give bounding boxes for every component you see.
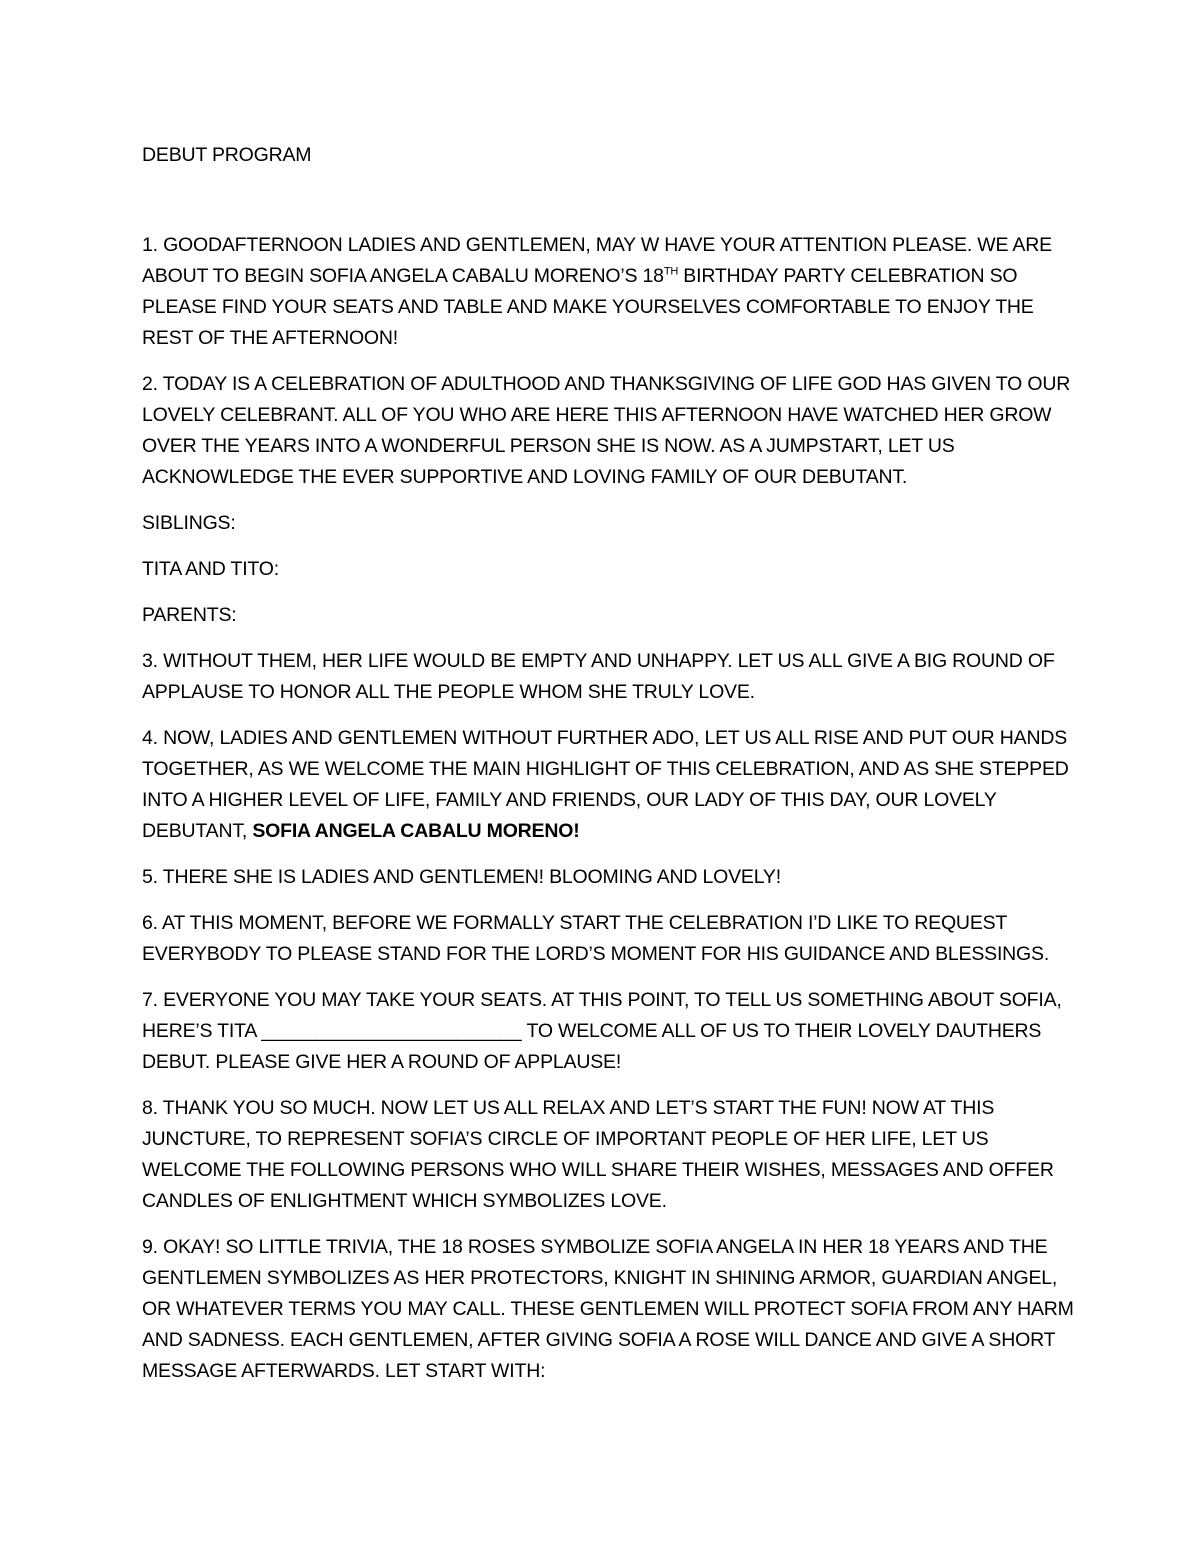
debutant-name: SOFIA ANGELA CABALU MORENO! <box>252 820 580 842</box>
paragraph-1-text-a: 1. GOODAFTERNOON LADIES AND GENTLEMEN, MAY W HAVE YOUR ATTENTION PLEASE. WE ARE ABOUT TO BEGIN SOFIA ANGELA CABALU MORENO’S 18 <box>142 234 1052 287</box>
paragraph-7 <box>142 985 1077 1078</box>
ordinal-superscript: TH <box>663 265 679 278</box>
document-title: DEBUT PROGRAM <box>142 144 312 166</box>
paragraph-3: 3. WITHOUT THEM, HER LIFE WOULD BE EMPTY AND UNHAPPY. LET US ALL GIVE A BIG ROUND OF APPLAUSE TO HONOR ALL THE PEOPLE WHOM SHE TRULY LOVE. <box>142 650 1055 703</box>
paragraph-7-text-b: TO WELCOME ALL OF US TO THEIR LOVELY DAUTHERS DEBUT. PLEASE GIVE HER A ROUND OF APPLAUSE! <box>142 1020 1042 1073</box>
paragraph-6: 6. AT THIS MOMENT, BEFORE WE FORMALLY START THE CELEBRATION I’D LIKE TO REQUEST EVERYBODY TO PLEASE STAND FOR THE LORD’S MOMENT FOR HIS GUIDANCE AND BLESSINGS. <box>142 912 1050 965</box>
paragraph-4 <box>142 723 1077 847</box>
paragraph-8: 8. THANK YOU SO MUCH. NOW LET US ALL RELAX AND LET’S START THE FUN! NOW AT THIS JUNCTURE, TO REPRESENT SOFIA’S CIRCLE OF IMPORTANT PEOPLE OF HER LIFE, LET US WELCOME THE FOLLOWING PERSONS WHO WILL SHARE THEIR WISHES, MESSAGES AND OFFER CANDLES OF ENLIGHTMENT WHICH SYMBOLIZES LOVE. <box>142 1097 1054 1212</box>
paragraph-9: 9. OKAY! SO LITTLE TRIVIA, THE 18 ROSES SYMBOLIZE SOFIA ANGELA IN HER 18 YEARS AND THE GENTLEMEN SYMBOLIZES AS HER PROTECTORS, KNIGHT IN SHINING ARMOR, GUARDIAN ANGEL, OR WHATEVER TERMS YOU MAY CALL. THESE GENTLEMEN WILL PROTECT SOFIA FROM ANY HARM AND SADNESS. EACH GENTLEMEN, AFTER GIVING SOFIA A ROSE WILL DANCE AND GIVE A SHORT MESSAGE AFTERWARDS. LET START WITH: <box>142 1236 1074 1382</box>
tita-tito-label: TITA AND TITO: <box>142 558 279 580</box>
paragraph-1-text-b: BIRTHDAY PARTY CELEBRATION SO PLEASE FIND YOUR SEATS AND TABLE AND MAKE YOURSELVES COMFORTABLE TO ENJOY THE REST OF THE AFTERNOON! <box>142 265 1034 349</box>
paragraph-5: 5. THERE SHE IS LADIES AND GENTLEMEN! BLOOMING AND LOVELY! <box>142 866 781 888</box>
paragraph-7-text-a: 7. EVERYONE YOU MAY TAKE YOUR SEATS. AT THIS POINT, TO TELL US SOMETHING ABOUT SOFIA, HERE’S TITA <box>142 989 1062 1042</box>
parents-label: PARENTS: <box>142 604 237 626</box>
siblings-label: SIBLINGS: <box>142 512 236 534</box>
document-page <box>142 140 1077 1402</box>
paragraph-1 <box>142 230 1077 354</box>
paragraph-2: 2. TODAY IS A CELEBRATION OF ADULTHOOD AND THANKSGIVING OF LIFE GOD HAS GIVEN TO OUR LOVELY CELEBRANT. ALL OF YOU WHO ARE HERE THIS AFTERNOON HAVE WATCHED HER GROW OVER THE YEARS INTO A WONDERFUL PERSON SHE IS NOW. AS A JUMPSTART, LET US ACKNOWLEDGE THE EVER SUPPORTIVE AND LOVING FAMILY OF OUR DEBUTANT. <box>142 373 1071 488</box>
name-blank-line: ________________________ <box>261 1020 522 1042</box>
paragraph-4-text: 4. NOW, LADIES AND GENTLEMEN WITHOUT FURTHER ADO, LET US ALL RISE AND PUT OUR HANDS TOGETHER, AS WE WELCOME THE MAIN HIGHLIGHT OF THIS CELEBRATION, AND AS SHE STEPPED INTO A HIGHER LEVEL OF LIFE, FAMILY AND FRIENDS, OUR LADY OF THIS DAY, OUR LOVELY DEBUTANT, <box>142 727 1069 842</box>
